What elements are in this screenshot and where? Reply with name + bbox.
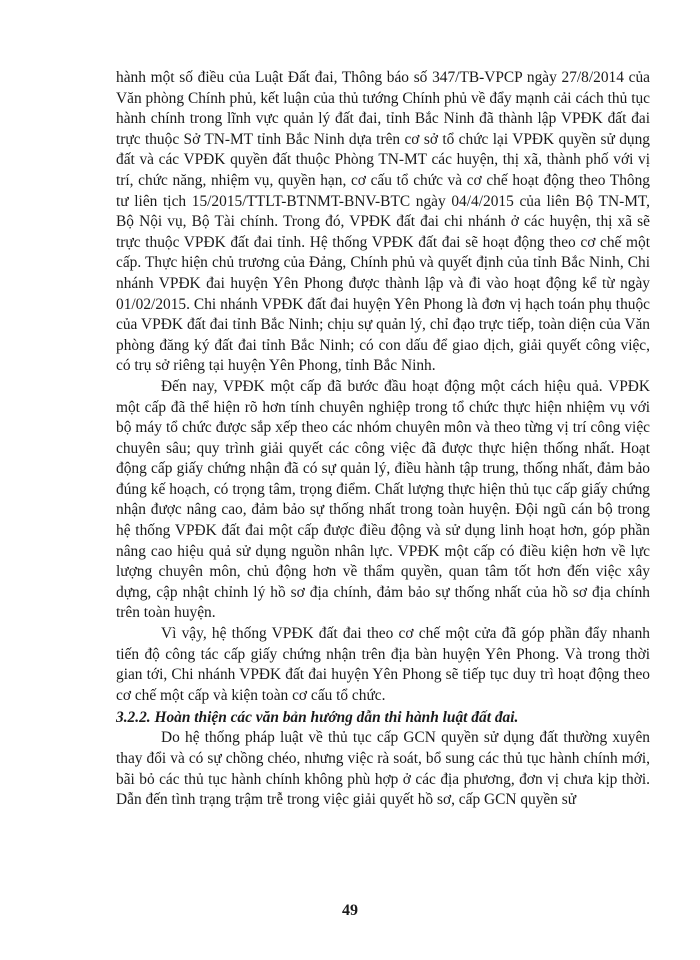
page-number: 49 — [342, 902, 358, 919]
paragraph-1: hành một số điều của Luật Đất đai, Thông báo số 347/TB-VPCP ngày 27/8/2014 của Văn phòng Chính phủ, kết luận của thủ tướng Chính phủ về đẩy mạnh cải cách thủ tục hành chính trong lĩnh vực quản lý đất đai, tỉnh Bắc Ninh đã thành lập VPĐK đất đai trực thuộc Sở TN-MT tỉnh Bắc Ninh dựa trên cơ sở tổ chức lại VPĐK quyền sử dụng đất và các VPĐK quyền đất thuộc Phòng TN-MT các huyện, thị xã, thành phố với vị trí, chức năng, nhiệm vụ, quyền hạn, cơ cấu tổ chức và cơ chế hoạt động theo Thông tư liên tịch 15/2015/TTLT-BTNMT-BNV-BTC ngày 04/4/2015 của liên Bộ TN-MT, Bộ Nội vụ, Bộ Tài chính. Trong đó, VPĐK đất đai chi nhánh ở các huyện, thị xã sẽ trực thuộc VPĐK đất đai tỉnh. Hệ thống VPĐK đất đai sẽ hoạt động theo cơ chế một cấp. Thực hiện chủ trương của Đảng, Chính phủ và quyết định của tỉnh Bắc Ninh, Chi nhánh VPĐK đai huyện Yên Phong được thành lập và đi vào hoạt động kể từ ngày 01/02/2015. Chi nhánh VPĐK đất đai huyện Yên Phong là đơn vị hạch toán phụ thuộc của VPĐK đất đai tỉnh Bắc Ninh; chịu sự quản lý, chỉ đạo trực tiếp, toàn diện của Văn phòng đăng ký đất đai tỉnh Bắc Ninh; có con dấu để giao dịch, giải quyết công việc, có trụ sở riêng tại huyện Yên Phong, tỉnh Bắc Ninh. — [116, 69, 650, 375]
paragraph-3: Vì vậy, hệ thống VPĐK đất đai theo cơ chế một cửa đã góp phần đẩy nhanh tiến độ công tác cấp giấy chứng nhận trên địa bàn huyện Yên Phong. Và trong thời gian tới, Chi nhánh VPĐK đất đai huyện Yên Phong sẽ tiếp tục duy trì hoạt động theo cơ chế một cấp và kiện toàn cơ cấu tổ chức. — [116, 625, 650, 704]
paragraph-2: Đến nay, VPĐK một cấp đã bước đầu hoạt động một cách hiệu quả. VPĐK một cấp đã thể hiện rõ hơn tính chuyên nghiệp trong tổ chức thực hiện nhiệm vụ với bộ máy tổ chức được sắp xếp theo các nhóm chuyên môn và theo từng vị trí công việc chuyên sâu; quy trình giải quyết các công việc đã được thực hiện thống nhất. Hoạt động cấp giấy chứng nhận đã có sự quản lý, điều hành tập trung, thống nhất, đảm bảo đúng kế hoạch, có trọng tâm, trọng điểm. Chất lượng thực hiện thủ tục cấp giấy chứng nhận được nâng cao, đảm bảo sự thống nhất trong toàn huyện. Đội ngũ cán bộ trong hệ thống VPĐK đất đai một cấp được điều động và sử dụng linh hoạt hơn, góp phần nâng cao hiệu quả sử dụng nguồn nhân lực. VPĐK một cấp có điều kiện hơn về lực lượng chuyên môn, chủ động hơn về thẩm quyền, quan tâm tốt hơn đến việc xây dựng, cập nhật chỉnh lý hồ sơ địa chính, đảm bảo sự thống nhất của hồ sơ địa chính trên toàn huyện. — [116, 377, 650, 622]
page-body — [116, 68, 650, 811]
section-heading: 3.2.2. Hoàn thiện các văn bản hướng dẫn thi hành luật đất đai. — [116, 709, 519, 727]
paragraph-4: Do hệ thống pháp luật về thủ tục cấp GCN quyền sử dụng đất thường xuyên thay đổi và có sự chồng chéo, nhưng việc rà soát, bổ sung các thủ tục hành chính mới, bãi bỏ các thủ tục hành chính không phù hợp ở các địa phương, đơn vị chưa kịp thời. Dẫn đến tình trạng trậm trễ trong việc giải quyết hồ sơ, cấp GCN quyền sử — [116, 729, 650, 809]
